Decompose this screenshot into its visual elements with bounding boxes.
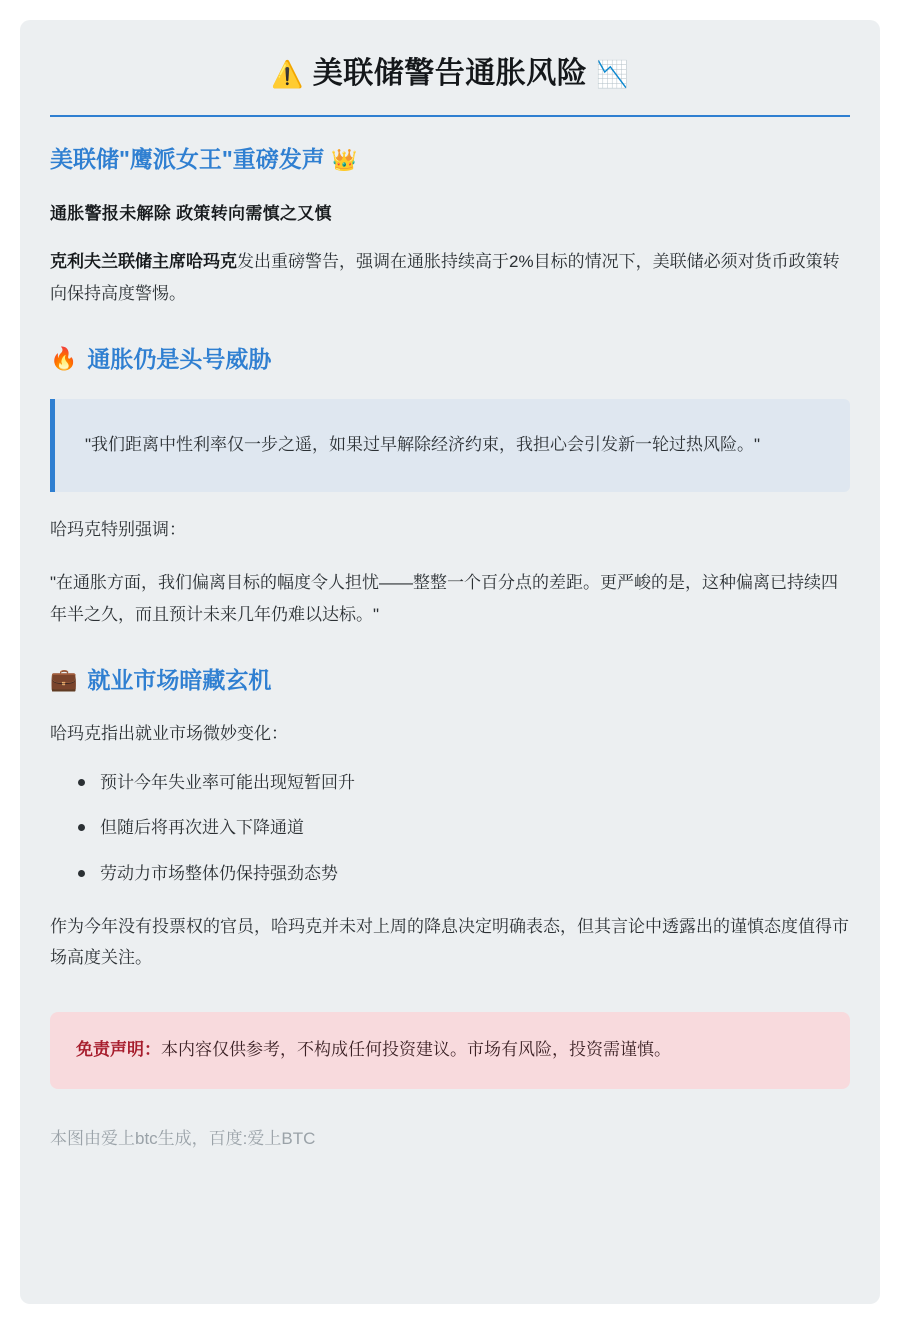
employment-intro: 哈玛克指出就业市场微妙变化： bbox=[50, 724, 288, 744]
section-heading-employment bbox=[50, 664, 850, 696]
closing-paragraph: 作为今年没有投票权的官员，哈玛克并未对上周的降息决定明确表态，但其言论中透露出的谨慎态度值得市场高度关注。 bbox=[50, 916, 849, 968]
pull-quote: "我们距离中性利率仅一步之遥，如果过早解除经济约束，我担心会引发新一轮过热风险。" bbox=[50, 399, 850, 491]
quote-intro: 哈玛克特别强调： bbox=[50, 519, 186, 539]
list-item: 预计今年失业率可能出现短暂回升 bbox=[78, 768, 850, 798]
disclaimer-label: 免责声明： bbox=[76, 1039, 161, 1059]
disclaimer-text: 本内容仅供参考，不构成任何投资建议。市场有风险，投资需谨慎。 bbox=[161, 1039, 671, 1059]
page-title-text: 美联储警告通胀风险 bbox=[312, 57, 588, 90]
article-card bbox=[20, 20, 880, 1304]
headline-text: 美联储"鹰派女王"重磅发声 bbox=[50, 146, 325, 172]
list-item: 但随后将再次进入下降通道 bbox=[78, 813, 850, 843]
footer-credit: 本图由爱上btc生成，百度:爱上BTC bbox=[50, 1128, 316, 1148]
briefcase-icon: 💼 bbox=[50, 666, 78, 692]
employment-bullet-list bbox=[50, 768, 850, 889]
inflation-paragraph: "在通胀方面，我们偏离目标的幅度令人担忧——整整一个百分点的差距。更严峻的是，这种偏离已持续四年半之久，而且预计未来几年仍难以达标。" bbox=[50, 573, 839, 624]
chart-down-icon: 📉 bbox=[596, 59, 629, 89]
subheadline: 通胀警报未解除 政策转向需慎之又慎 bbox=[50, 204, 332, 224]
lead-bold: 克利夫兰联储主席哈玛克 bbox=[50, 252, 237, 272]
section-heading-inflation-text: 通胀仍是头号威胁 bbox=[87, 346, 272, 373]
title-block bbox=[50, 54, 850, 117]
fire-icon: 🔥 bbox=[50, 345, 78, 371]
warning-icon: ⚠️ bbox=[271, 59, 304, 89]
section-heading-inflation bbox=[50, 343, 850, 375]
list-item: 劳动力市场整体仍保持强劲态势 bbox=[78, 859, 850, 889]
section-heading-employment-text: 就业市场暗藏玄机 bbox=[87, 667, 272, 694]
lead-paragraph bbox=[50, 246, 850, 309]
headline bbox=[50, 143, 850, 175]
page-title bbox=[271, 54, 629, 93]
crown-icon: 👑 bbox=[331, 149, 358, 172]
disclaimer-box bbox=[50, 1012, 850, 1089]
lead-rest: 发出重磅警告，强调在通胀持续高于2%目标的情况下，美联储必须对货币政策转向保持高度警惕。 bbox=[50, 252, 840, 303]
